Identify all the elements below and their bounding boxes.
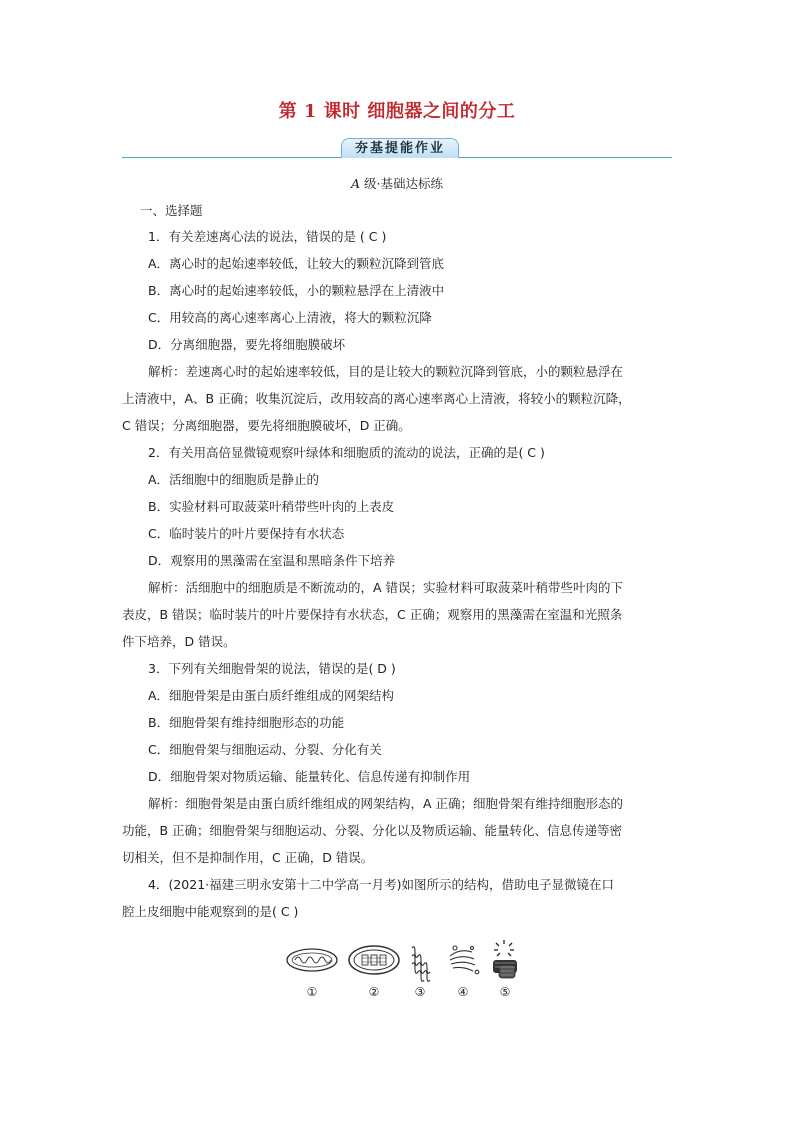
q3-explanation-line2: 功能，B 正确；细胞骨架与细胞运动、分裂、分化以及物质运输、能量转化、信息传递等密 bbox=[122, 823, 623, 838]
q4-stem-line2: 腔上皮细胞中能观察到的是( C ) bbox=[122, 904, 299, 919]
q1-explanation-line1: 解析：差速离心时的起始速率较低，目的是让较大的颗粒沉降到管底，小的颗粒悬浮在 bbox=[148, 364, 624, 379]
q1-stem: 1．有关差速离心法的说法，错误的是 ( C ) bbox=[148, 229, 387, 244]
lesson-title: 第 1 课时 细胞器之间的分工 bbox=[278, 101, 516, 122]
q2-explanation-line1: 解析：活细胞中的细胞质是不断流动的，A 错误；实验材料可取菠菜叶稍带些叶肉的下 bbox=[148, 580, 624, 595]
q1-explanation-line3: C 错误；分离细胞器，要先将细胞膜破坏，D 正确。 bbox=[122, 418, 411, 433]
figure-label-5: ⑤ bbox=[499, 985, 511, 999]
q3-explanation-line3: 切相关，但不是抑制作用，C 正确，D 错误。 bbox=[122, 850, 374, 865]
endoplasmic-reticulum-icon bbox=[412, 947, 430, 982]
q2-option-a: A．活细胞中的细胞质是静止的 bbox=[148, 472, 320, 487]
homework-banner: 夯基提能作业 bbox=[341, 138, 459, 158]
figure-label-3: ③ bbox=[414, 985, 426, 999]
figure-label-2: ② bbox=[368, 985, 380, 999]
level-text: 级·基础达标练 bbox=[364, 176, 443, 191]
q1-option-b: B．离心时的起始速率较低，小的颗粒悬浮在上清液中 bbox=[148, 283, 445, 298]
q2-stem: 2．有关用高倍显微镜观察叶绿体和细胞质的流动的说法，正确的是( C ) bbox=[148, 445, 545, 460]
q2-option-b: B．实验材料可取菠菜叶稍带些叶肉的上表皮 bbox=[148, 499, 395, 514]
figure-label-1: ① bbox=[306, 985, 318, 999]
q2-explanation-line3: 件下培养，D 错误。 bbox=[122, 634, 236, 649]
q1-option-a: A．离心时的起始速率较低，让较大的颗粒沉降到管底 bbox=[148, 256, 445, 271]
q3-option-c: C．细胞骨架与细胞运动、分裂、分化有关 bbox=[148, 742, 382, 757]
organelle-figure bbox=[282, 934, 532, 1000]
q1-option-c: C．用较高的离心速率离心上清液，将大的颗粒沉降 bbox=[148, 310, 432, 325]
mitochondrion-icon bbox=[287, 949, 337, 971]
golgi-apparatus-icon bbox=[450, 946, 479, 974]
q4-stem-line1: 4．(2021·福建三明永安第十二中学高一月考)如图所示的结构，借助电子显微镜在口 bbox=[148, 877, 614, 892]
q1-option-d: D．分离细胞器，要先将细胞膜破坏 bbox=[148, 337, 346, 352]
level-letter: A bbox=[351, 176, 361, 191]
q3-stem: 3．下列有关细胞骨架的说法，错误的是( D ) bbox=[148, 661, 396, 676]
q1-explanation-line2: 上清液中，A、B 正确；收集沉淀后，改用较高的离心速率离心上清液，将较小的颗粒沉降， bbox=[122, 391, 631, 406]
q3-option-d: D．细胞骨架对物质运输、能量转化、信息传递有抑制作用 bbox=[148, 769, 471, 784]
q3-explanation-line1: 解析：细胞骨架是由蛋白质纤维组成的网架结构，A 正确；细胞骨架有维持细胞形态的 bbox=[148, 796, 624, 811]
figure-label-4: ④ bbox=[457, 985, 469, 999]
centriole-icon bbox=[493, 940, 517, 978]
chloroplast-icon bbox=[349, 946, 399, 974]
q3-option-a: A．细胞骨架是由蛋白质纤维组成的网架结构 bbox=[148, 688, 395, 703]
q2-explanation-line2: 表皮，B 错误；临时装片的叶片要保持有水状态，C 正确；观察用的黑藻需在室温和光照条 bbox=[122, 607, 623, 622]
q2-option-d: D．观察用的黑藻需在室温和黑暗条件下培养 bbox=[148, 553, 396, 568]
section-heading: 一、选择题 bbox=[140, 203, 203, 218]
q3-option-b: B．细胞骨架有维持细胞形态的功能 bbox=[148, 715, 345, 730]
level-heading bbox=[0, 174, 794, 192]
q2-option-c: C．临时装片的叶片要保持有水状态 bbox=[148, 526, 345, 541]
